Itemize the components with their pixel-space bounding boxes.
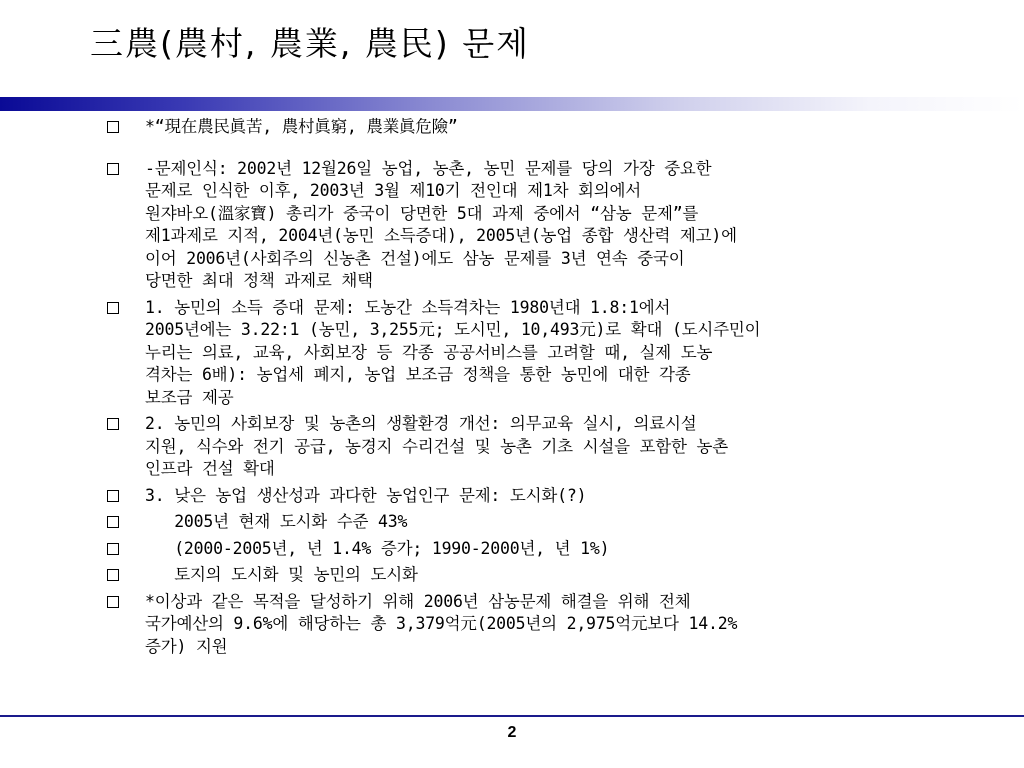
footer-rule [0, 715, 1024, 717]
bullet-text-line: 당면한 최대 정책 과제로 채택 [145, 271, 373, 290]
bullet-item [105, 116, 975, 139]
slide-content [105, 116, 975, 662]
bullet-item [105, 158, 975, 293]
square-bullet-icon [107, 490, 119, 502]
bullet-text-line: *이상과 같은 목적을 달성하기 위해 2006년 삼농문제 해결을 위해 전체 [145, 591, 691, 611]
square-bullet-icon [107, 302, 119, 314]
bullet-text-line: 이어 2006년(사회주의 신농촌 건설)에도 삼농 문제를 3년 연속 중국이 [145, 248, 685, 268]
bullet-text-line: 보조금 제공 [145, 387, 234, 407]
bullet-text-line: *“現在農民眞苦, 農村眞窮, 農業眞危險” [145, 117, 458, 136]
square-bullet-icon [107, 121, 119, 133]
bullet-text-line: 2. 농민의 사회보장 및 농촌의 생활환경 개선: 의무교육 실시, 의료시설 [145, 414, 697, 433]
square-bullet-icon [107, 163, 119, 175]
bullet-item [105, 538, 975, 561]
bullet-text-line: 1. 농민의 소득 증대 문제: 도농간 소득격차는 1980년대 1.8:1에서 [145, 297, 671, 317]
bullet-text-line: 2005년 현재 도시화 수준 43% [145, 512, 408, 531]
square-bullet-icon [107, 516, 119, 528]
bullet-text-line: 누리는 의료, 교육, 사회보장 등 각종 공공서비스를 고려할 때, 실제 도농 [145, 342, 713, 362]
header-gradient-bar [0, 97, 1024, 111]
bullet-item [105, 485, 975, 508]
bullet-text-line: 인프라 건설 확대 [145, 459, 275, 478]
bullet-text-line: 격차는 6배): 농업세 폐지, 농업 보조금 정책을 통한 농민에 대한 각종 [145, 365, 691, 384]
bullet-text-line: 증가) 지원 [145, 636, 228, 656]
slide-title: 三農(農村, 農業, 農民) 문제 [90, 24, 530, 63]
bullet-text-line: 토지의 도시화 및 농민의 도시화 [145, 565, 418, 584]
bullet-item [105, 297, 975, 410]
bullet-list [105, 116, 975, 658]
page-number: 2 [507, 724, 517, 741]
bullet-text-line: 국가예산의 9.6%에 해당하는 총 3,379억元(2005년의 2,975억元보다 14.2% [145, 614, 738, 633]
bullet-text-line: 지원, 식수와 전기 공급, 농경지 수리건설 및 농촌 기초 시설을 포함한 농촌 [145, 436, 728, 456]
bullet-text-line: (2000-2005년, 년 1.4% 증가; 1990-2000년, 년 1%) [145, 538, 610, 558]
square-bullet-icon [107, 569, 119, 581]
bullet-text-line: 2005년에는 3.22:1 (농민, 3,255元; 도시민, 10,493元)로 확대 (도시주민이 [145, 320, 761, 339]
square-bullet-icon [107, 596, 119, 608]
bullet-text-line: 원쟈바오(溫家寶) 총리가 중국이 당면한 5대 과제 중에서 “삼농 문제”를 [145, 203, 699, 223]
bullet-item [105, 591, 975, 659]
bullet-text-line: 문제로 인식한 이후, 2003년 3월 제10기 전인대 제1차 회의에서 [145, 181, 641, 200]
bullet-text-line: 3. 낮은 농업 생산성과 과다한 농업인구 문제: 도시화(?) [145, 485, 587, 505]
bullet-item [105, 511, 975, 534]
bullet-item [105, 564, 975, 587]
bullet-text-line: 제1과제로 지적, 2004년(농민 소득증대), 2005년(농업 종합 생산력 제고)에 [145, 226, 737, 245]
bullet-text-line: -문제인식: 2002년 12월26일 농업, 농촌, 농민 문제를 당의 가장 중요한 [145, 158, 712, 178]
square-bullet-icon [107, 543, 119, 555]
square-bullet-icon [107, 418, 119, 430]
bullet-item [105, 413, 975, 481]
